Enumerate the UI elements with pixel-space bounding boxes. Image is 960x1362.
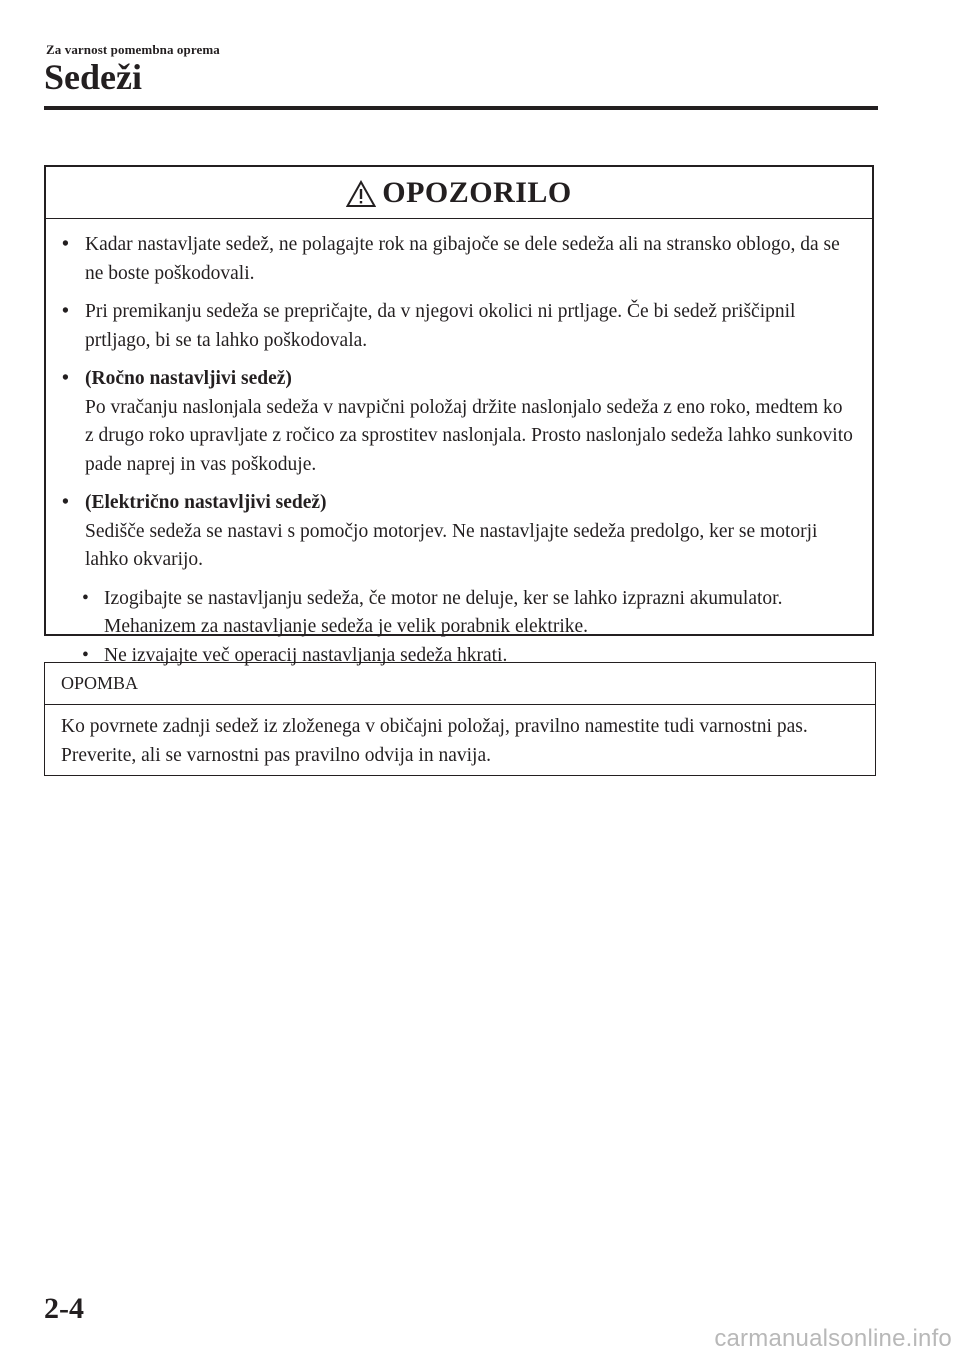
warning-item-text: Sedišče sedeža se nastavi s pomočjo motorjev. Ne nastavljajte sedeža predolgo, ker se motorji lahko okvarijo. <box>85 520 818 570</box>
page-title: Sedeži <box>44 57 142 97</box>
warning-title: OPOZORILO <box>382 175 572 209</box>
bullet: • <box>62 234 69 255</box>
warning-sublist <box>62 585 856 671</box>
warning-header <box>46 167 872 219</box>
warning-item <box>62 365 856 479</box>
warning-item <box>62 298 856 355</box>
note-body: Ko povrnete zadnji sedež iz zloženega v običajni položaj, pravilno namestite tudi varnostni pas. Preverite, ali se varnostni pas pravilno odvija in navija. <box>61 716 808 766</box>
warning-triangle-icon <box>346 180 376 208</box>
warning-item-text: Po vračanju naslonjala sedeža v navpični položaj držite naslonjalo sedeža z eno roko, medtem ko z drugo roko upravljate z ročico za sprostitev naslonjala. Prosto naslonjalo sedeža lahko sunkovito pade naprej in vas poškoduje. <box>85 396 853 475</box>
sub-bullet: • <box>82 644 89 666</box>
page-number: 2-4 <box>44 1292 84 1325</box>
warning-subitem-text: Ne izvajajte več operacij nastavljanja sedeža hkrati. <box>104 644 508 666</box>
warning-item-text: Pri premikanju sedeža se prepričajte, da v njegovi okolici ni prtljage. Če bi sedež priščipnil prtljago, bi se ta lahko poškodovala. <box>85 301 796 351</box>
warning-subitem-text: Izogibajte se nastavljanju sedeža, če motor ne deluje, ker se lahko izprazni akumulator. Mehanizem za nastavljanje sedeža je velik porabnik elektrike. <box>104 587 783 637</box>
note-box <box>44 662 876 776</box>
warning-item-text: Kadar nastavljate sedež, ne polagajte rok na gibajoče se dele sedeža ali na stransko oblogo, da se ne boste poškodovali. <box>85 234 840 284</box>
warning-item-heading: (Ročno nastavljivi sedež) <box>85 368 292 389</box>
warning-body <box>46 219 872 670</box>
warning-item-heading: (Električno nastavljivi sedež) <box>85 492 327 513</box>
bullet: • <box>62 492 69 513</box>
watermark: carmanualsonline.info <box>714 1325 952 1352</box>
warning-subitem <box>62 585 856 642</box>
section-label: Za varnost pomembna oprema <box>46 42 220 57</box>
title-rule <box>44 106 878 110</box>
note-header: OPOMBA <box>45 663 875 705</box>
sub-bullet: • <box>82 587 89 609</box>
warning-item <box>62 231 856 288</box>
warning-box <box>44 165 874 666</box>
bullet: • <box>62 301 69 322</box>
warning-item <box>62 489 856 670</box>
bullet: • <box>62 368 69 389</box>
